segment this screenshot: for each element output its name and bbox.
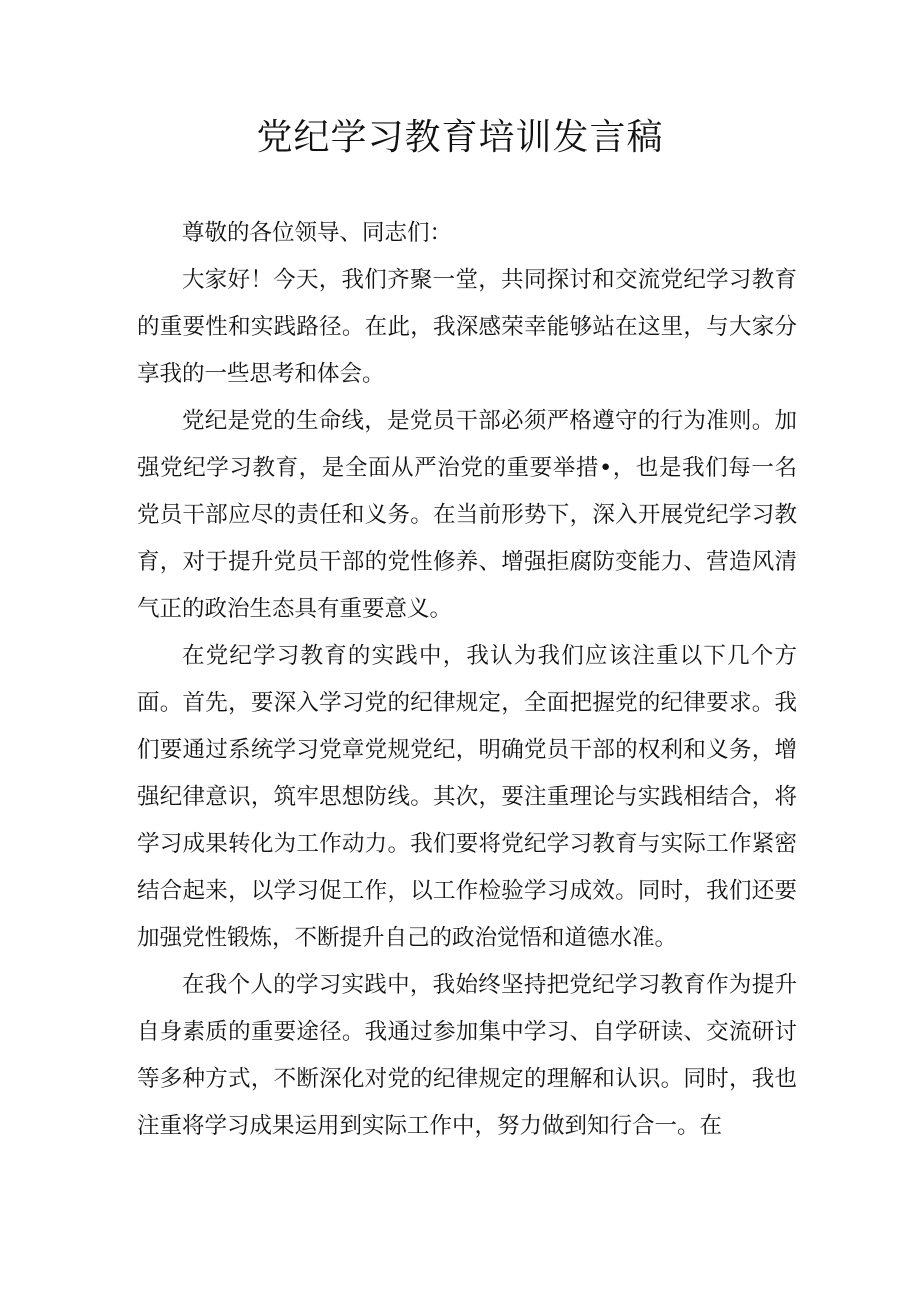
paragraph-greeting: 大家好！今天，我们齐聚一堂，共同探讨和交流党纪学习教育的重要性和实践路径。在此，我深感荣幸能够站在这里，与大家分享我的一些思考和体会。 [137,267,797,387]
salutation: 尊敬的各位领导、同志们： [182,220,453,246]
paragraph-discipline: 党纪是党的生命线，是党员干部必须严格遵守的行为准则。加强党纪学习教育，是全面从严治党的重要举措•，也是我们每一名党员干部应尽的责任和义务。在当前形势下，深入开展党纪学习教育，对于提升党员干部的党性修养、增强拒腐防变能力、营造风清气正的政治生态具有重要意义。 [137,408,797,622]
document-title: 党纪学习教育培训发言稿 [256,117,664,158]
document-body [137,210,797,1150]
paragraph-personal: 在我个人的学习实践中，我始终坚持把党纪学习教育作为提升自身素质的重要途径。我通过参加集中学习、自学研读、交流研讨等多种方式，不断深化对党的纪律规定的理解和认识。同时，我也注重将学习成果运用到实际工作中，努力做到知行合一。在 [137,972,797,1139]
paragraph-practice: 在党纪学习教育的实践中，我认为我们应该注重以下几个方面。首先，要深入学习党的纪律规定，全面把握党的纪律要求。我们要通过系统学习党章党规党纪，明确党员干部的权利和义务，增强纪律意识，筑牢思想防线。其次，要注重理论与实践相结合，将学习成果转化为工作动力。我们要将党纪学习教育与实际工作紧密结合起来，以学习促工作，以工作检验学习成效。同时，我们还要加强党性锻炼，不断提升自己的政治觉悟和道德水准。 [137,643,797,951]
